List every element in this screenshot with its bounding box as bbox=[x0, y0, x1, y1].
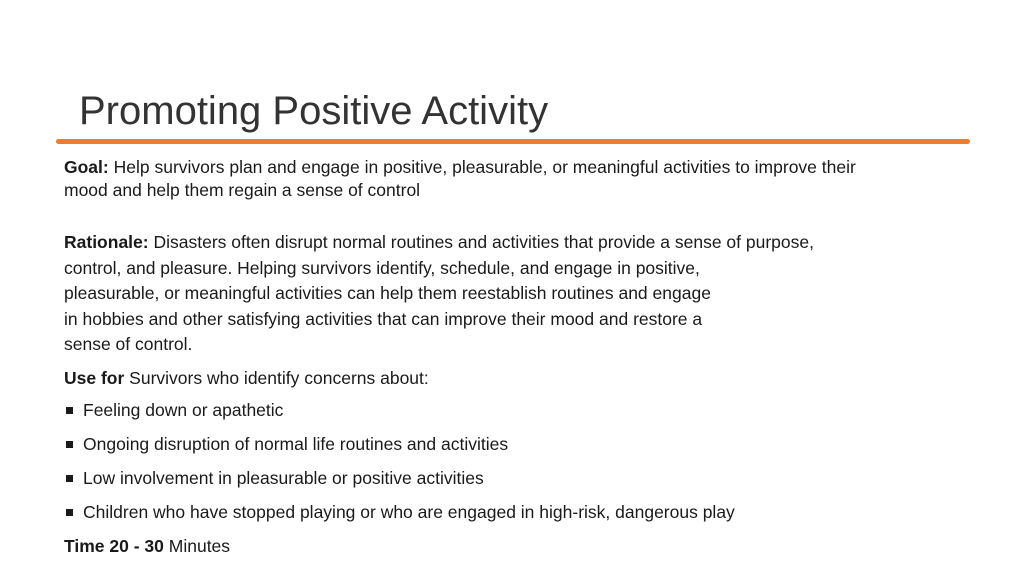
rationale-line bbox=[64, 230, 964, 256]
time-unit: Minutes bbox=[168, 535, 231, 556]
use-for-paragraph bbox=[64, 366, 964, 390]
list-item bbox=[64, 500, 964, 524]
square-bullet-icon bbox=[66, 407, 73, 414]
rationale-line: in hobbies and other satisfying activities that can improve their mood and restore a bbox=[64, 308, 703, 329]
goal-paragraph bbox=[64, 156, 964, 202]
square-bullet-icon bbox=[66, 441, 73, 448]
use-for-label: Use for bbox=[64, 367, 125, 388]
use-for-text: Survivors who identify concerns about: bbox=[129, 367, 429, 388]
list-item bbox=[64, 398, 964, 422]
slide-title: Promoting Positive Activity bbox=[79, 88, 549, 133]
goal-text-line2: mood and help them regain a sense of control bbox=[64, 180, 421, 200]
list-item-text: Feeling down or apathetic bbox=[83, 399, 284, 420]
rationale-line-text: Disasters often disrupt normal routines and activities that provide a sense of purpose, bbox=[153, 232, 814, 252]
list-item bbox=[64, 432, 964, 456]
concerns-list bbox=[64, 398, 964, 524]
rationale-line: sense of control. bbox=[64, 334, 193, 354]
rationale-label: Rationale: bbox=[64, 232, 149, 252]
rationale-line: pleasurable, or meaningful activities can help them reestablish routines and engage bbox=[64, 283, 711, 303]
list-item-text: Children who have stopped playing or who are engaged in high-risk, dangerous play bbox=[83, 501, 735, 522]
square-bullet-icon bbox=[66, 475, 73, 482]
rationale-paragraph bbox=[64, 230, 964, 358]
time-range: 20 - 30 bbox=[109, 535, 164, 556]
rationale-line: control, and pleasure. Helping survivors identify, schedule, and engage in positive, bbox=[64, 257, 700, 278]
goal-label: Goal: bbox=[64, 157, 109, 177]
slide-body bbox=[64, 156, 964, 558]
accent-divider bbox=[56, 139, 970, 144]
time-paragraph bbox=[64, 534, 964, 558]
list-item-text: Low involvement in pleasurable or positive activities bbox=[83, 467, 484, 488]
goal-text-line1: Help survivors plan and engage in positive, pleasurable, or meaningful activities to improve their bbox=[113, 157, 856, 177]
list-item-text: Ongoing disruption of normal life routines and activities bbox=[83, 433, 509, 454]
square-bullet-icon bbox=[66, 509, 73, 516]
list-item bbox=[64, 466, 964, 490]
time-label: Time bbox=[64, 535, 105, 556]
